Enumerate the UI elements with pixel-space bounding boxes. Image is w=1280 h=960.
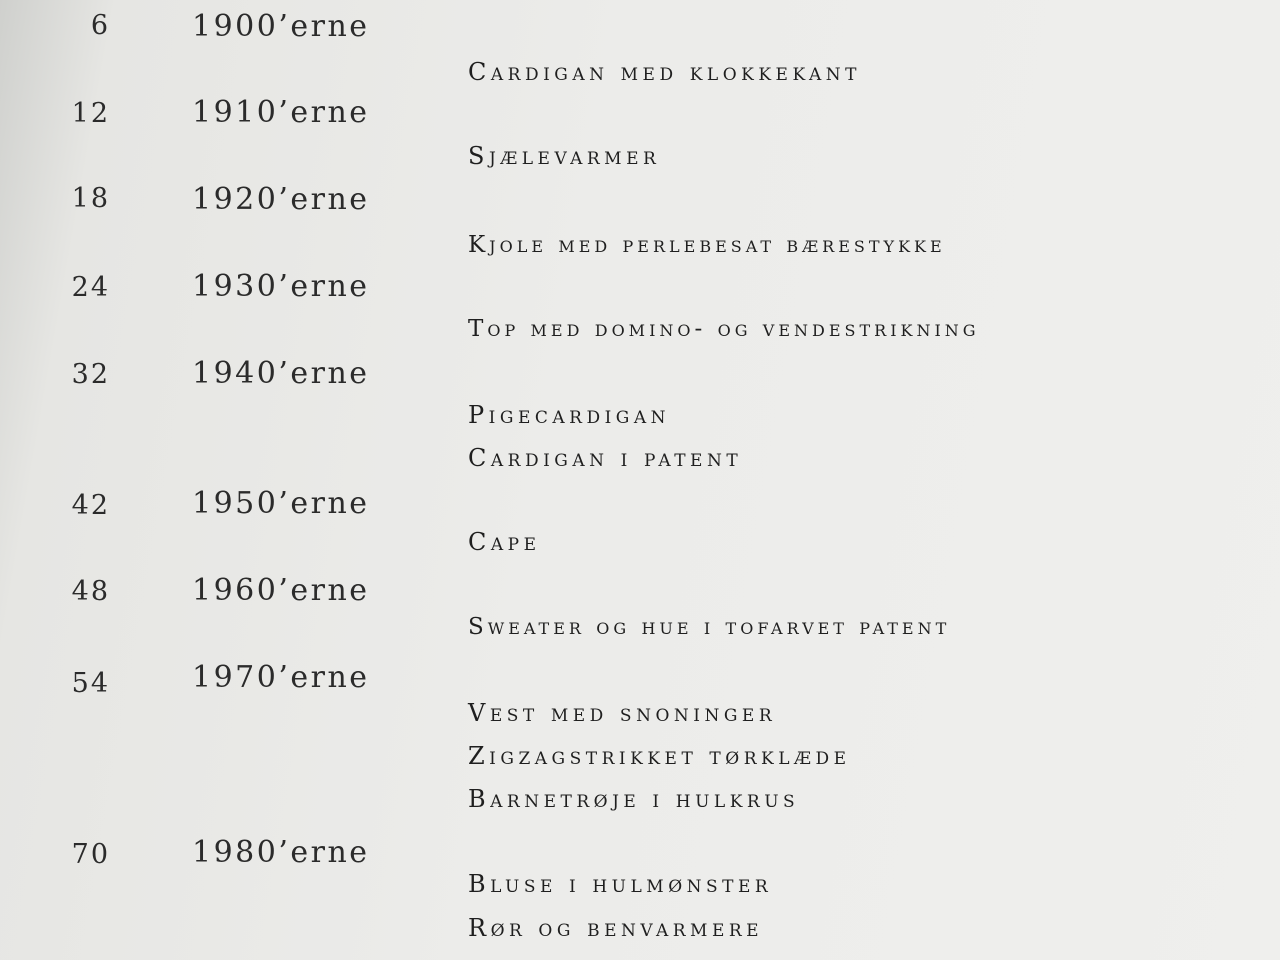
pattern-title: Vest med snoninger: [468, 699, 777, 727]
page-number: 6: [90, 10, 110, 41]
decade-heading: 1960’erne: [192, 573, 370, 608]
pattern-title: Pigecardigan: [468, 401, 671, 429]
page-number: 18: [71, 183, 110, 214]
pattern-title: Rør og benvarmere: [468, 914, 764, 942]
pattern-title: Barnetrøje i hulkrus: [468, 785, 800, 813]
pattern-title: Cape: [468, 528, 541, 556]
decade-heading: 1950’erne: [192, 486, 370, 521]
pattern-title: Sweater og hue i tofarvet patent: [468, 614, 951, 640]
pattern-title: Zigzagstrikket tørklæde: [468, 742, 851, 770]
pattern-title: Cardigan i patent: [468, 444, 743, 472]
decade-heading: 1910’erne: [192, 95, 370, 130]
decade-heading: 1900’erne: [192, 9, 370, 44]
page-number: 12: [71, 98, 110, 129]
decade-heading: 1920’erne: [192, 182, 370, 217]
page-number: 24: [71, 272, 110, 303]
page-number: 42: [71, 490, 110, 521]
page-number: 48: [71, 576, 110, 607]
pattern-title: Bluse i hulmønster: [468, 870, 773, 898]
pattern-title: Top med domino- og vendestrikning: [468, 316, 980, 342]
pattern-title: Sjælevarmer: [468, 142, 661, 170]
page-number: 54: [71, 668, 110, 699]
decade-heading: 1930’erne: [192, 269, 370, 304]
decade-heading: 1970’erne: [192, 660, 370, 695]
pattern-title: Cardigan med klokkekant: [468, 58, 861, 86]
page-number: 70: [71, 839, 110, 870]
decade-heading: 1940’erne: [192, 356, 370, 391]
decade-heading: 1980’erne: [192, 835, 370, 870]
page-number: 32: [71, 359, 110, 390]
pattern-title: Kjole med perlebesat bærestykke: [468, 232, 946, 258]
